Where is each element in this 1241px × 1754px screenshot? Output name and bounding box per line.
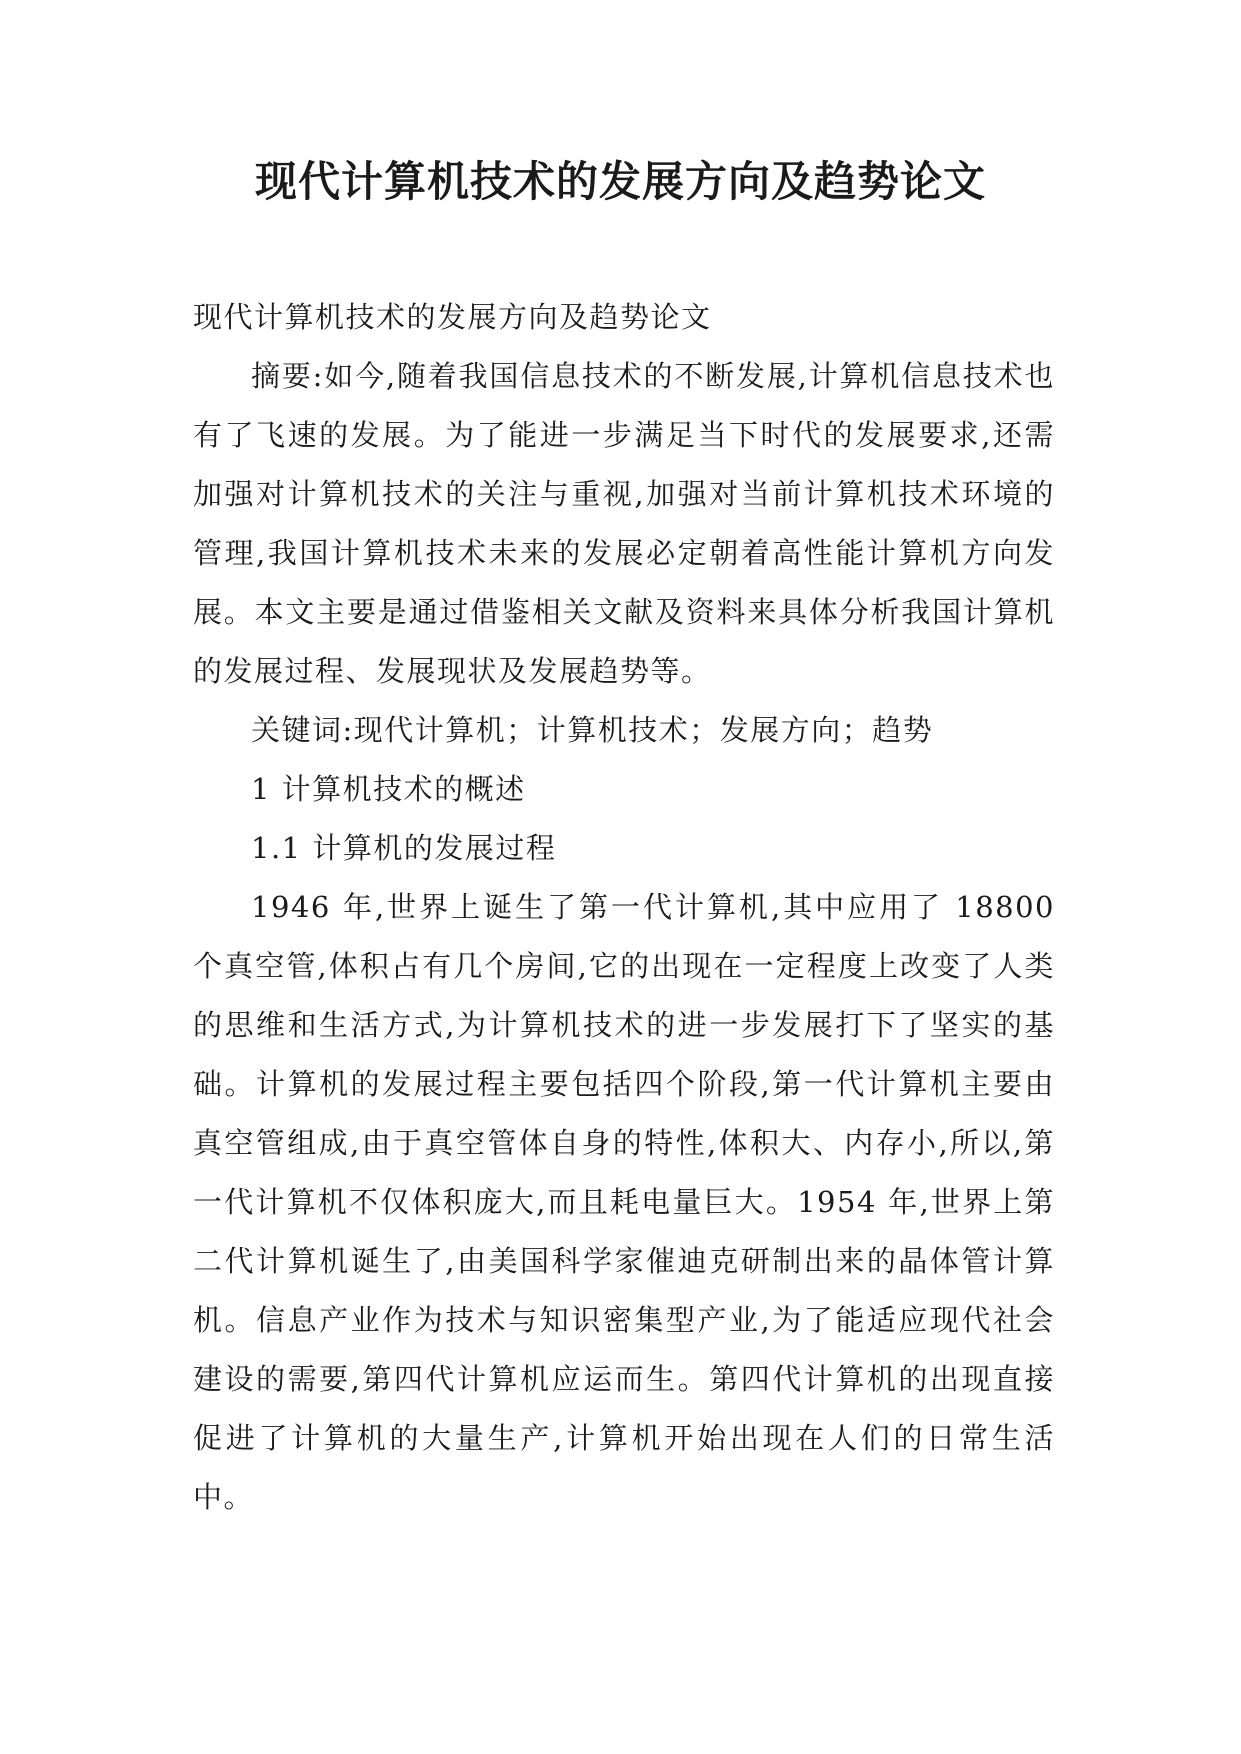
section-heading-1: 1 计算机技术的概述 xyxy=(251,772,526,806)
subtitle-paragraph: 现代计算机技术的发展方向及趋势论文 xyxy=(193,300,712,334)
abstract-paragraph: 摘要:如今,随着我国信息技术的不断发展,计算机信息技术也有了飞速的发展。为了能进一步满足当下时代的发展要求,还需加强对计算机技术的关注与重视,加强对当前计算机技术环境的管理,我国计算机技术未来的发展必定朝着高性能计算机方向发展。本文主要是通过借鉴相关文献及资料来具体分析我国计算机的发展过程、发展现状及发展趋势等。 xyxy=(193,359,1055,688)
document-title: 现代计算机技术的发展方向及趋势论文 xyxy=(254,157,986,206)
section-1-1-paragraph: 1946 年,世界上诞生了第一代计算机,其中应用了 18800 个真空管,体积占有几个房间,它的出现在一定程度上改变了人类的思维和生活方式,为计算机技术的进一步发展打下了坚实的基础。计算机的发展过程主要包括四个阶段,第一代计算机主要由真空管组成,由于真空管体自身的特性,体积大、内存小,所以,第一代计算机不仅体积庞大,而且耗电量巨大。1954 年,世界上第二代计算机诞生了,由美国科学家催迪克研制出来的晶体管计算机。信息产业作为技术与知识密集型产业,为了能适应现代社会建设的需要,第四代计算机应运而生。第四代计算机的出现直接促进了计算机的大量生产,计算机开始出现在人们的日常生活中。 xyxy=(193,890,1055,1514)
section-heading-1-1: 1.1 计算机的发展过程 xyxy=(251,831,557,865)
document-body xyxy=(193,288,1055,1527)
keywords-paragraph: 关键词:现代计算机；计算机技术；发展方向；趋势 xyxy=(251,713,934,747)
